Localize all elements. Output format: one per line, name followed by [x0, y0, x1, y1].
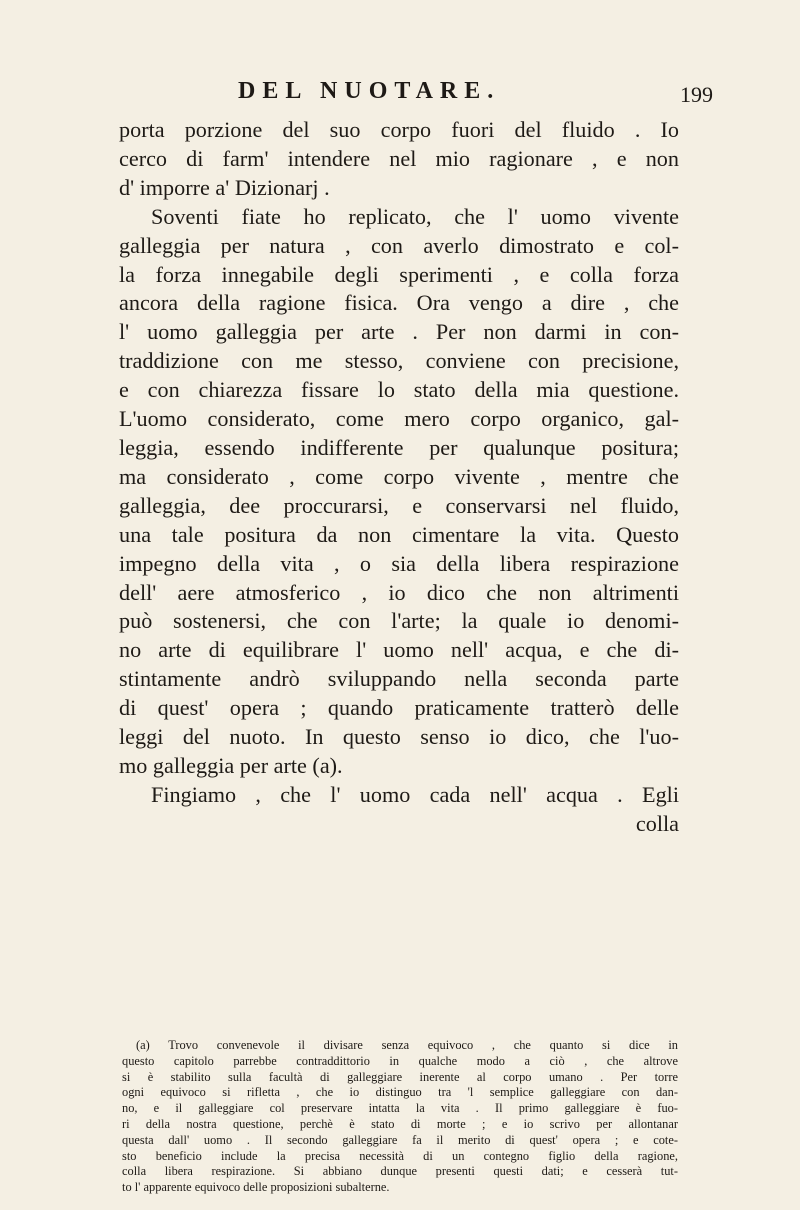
main-text	[119, 116, 679, 839]
text-line: stintamente andrò sviluppando nella seconda parte	[119, 666, 679, 692]
text-line: e con chiarezza fissare lo stato della mia questione.	[119, 377, 679, 403]
text-line: impegno della vita , o sia della libera respirazione	[119, 550, 679, 576]
text-line: traddizione con me stesso, conviene con precisione,	[119, 348, 679, 374]
text-line: Soventi fiate ho replicato, che l' uomo vivente	[151, 203, 679, 229]
footnote-line: no, e il galleggiare col preservare intatta la vita . Il primo galleggiare è fuo-	[122, 1101, 678, 1116]
catchword: colla	[635, 810, 679, 836]
footnote-line: questo capitolo parrebbe contraddittorio in qualche modo a ciò , che altrove	[122, 1053, 678, 1068]
footnote-line: sto beneficio include la precisa necessità di un contegno figlio della ragione,	[122, 1148, 678, 1163]
text-line: l' uomo galleggia per arte . Per non darmi in con-	[119, 319, 679, 345]
text-line: di quest' opera ; quando praticamente tratterò delle	[119, 695, 679, 721]
footnote	[122, 1038, 678, 1196]
footnote-line: ogni equivoco si rifletta , che io distinguo tra 'l semplice galleggiare con dan-	[122, 1085, 678, 1100]
page-number: 199	[680, 82, 713, 107]
page-header	[0, 78, 800, 118]
footnote-line: colla libera respirazione. Si abbiano dunque presenti questi dati; e cesserà tut-	[122, 1164, 678, 1179]
text-line: ma considerato , come corpo vivente , mentre che	[119, 463, 679, 489]
text-line: leggia, essendo indifferente per qualunque positura;	[119, 434, 679, 460]
footnote-line: ri della nostra questione, perchè è stato di morte ; e io scrivo per allontanar	[122, 1116, 678, 1131]
footnote-line: si è stabilito sulla facultà di galleggiare inerente al corpo umano . Per torre	[122, 1069, 678, 1084]
text-line: Fingiamo , che l' uomo cada nell' acqua . Egli	[151, 781, 679, 807]
text-line: mo galleggia per arte (a).	[119, 752, 343, 778]
text-line: d' imporre a' Dizionarj .	[119, 174, 330, 200]
text-line: la forza innegabile degli sperimenti , e colla forza	[119, 261, 679, 287]
text-line: una tale positura da non cimentare la vita. Questo	[119, 521, 679, 547]
text-line: galleggia per natura , con averlo dimostrato e col-	[119, 232, 679, 258]
text-line: dell' aere atmosferico , io dico che non altrimenti	[119, 579, 679, 605]
footnote-line: (a) Trovo convenevole il divisare senza equivoco , che quanto si dice in	[136, 1038, 678, 1052]
footnote-line: to l' apparente equivoco delle proposizioni subalterne.	[122, 1180, 390, 1195]
running-title: DEL NUOTARE.	[238, 78, 501, 104]
text-line: no arte di equilibrare l' uomo nell' acqua, e che di-	[119, 637, 679, 663]
text-line: porta porzione del suo corpo fuori del fluido . Io	[119, 117, 679, 142]
footnote-line: questa dall' uomo . Il secondo galleggiare fa il merito di quest' opera ; e cote-	[122, 1132, 678, 1147]
text-line: galleggia, dee proccurarsi, e conservarsi nel fluido,	[119, 492, 679, 518]
text-line: cerco di farm' intendere nel mio ragionare , e non	[119, 145, 679, 171]
text-line: può sostenersi, che con l'arte; la quale io denomi-	[119, 608, 679, 634]
text-line: L'uomo considerato, come mero corpo organico, gal-	[119, 406, 679, 432]
text-line: ancora della ragione fisica. Ora vengo a dire , che	[119, 290, 679, 316]
text-line: leggi del nuoto. In questo senso io dico, che l'uo-	[119, 724, 679, 750]
